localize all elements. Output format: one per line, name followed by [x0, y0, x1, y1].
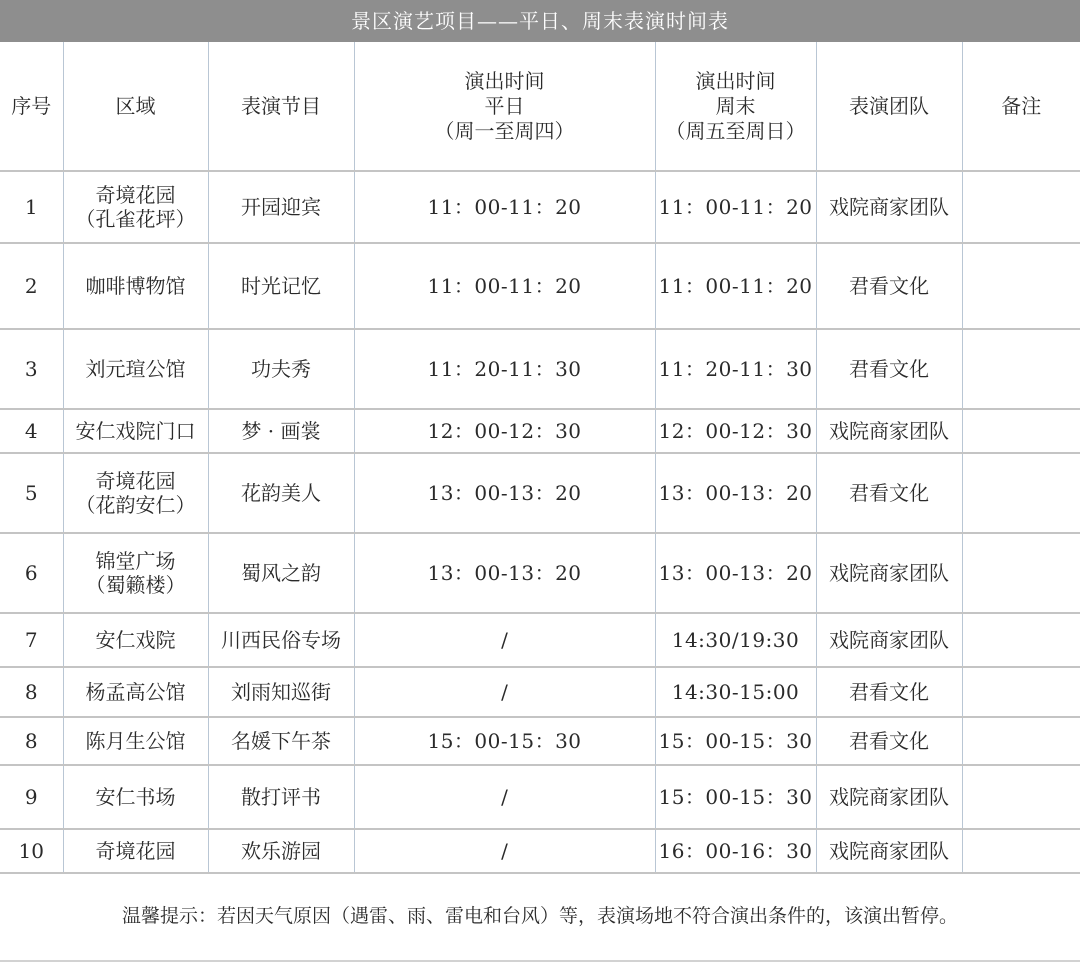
cell-area-line2: （蜀籁楼） [85, 573, 186, 597]
cell-program: 川西民俗专场 [208, 613, 354, 667]
table-row [0, 613, 1080, 667]
cell-weekend-time: 11：00-11：20 [655, 243, 816, 329]
cell-weekday-time: / [354, 613, 655, 667]
cell-team: 君看文化 [816, 717, 962, 765]
cell-index: 5 [0, 453, 63, 533]
header-weekend-line1: 演出时间 [695, 68, 776, 93]
table-row [0, 667, 1080, 717]
cell-note [962, 765, 1080, 829]
cell-area [63, 171, 208, 243]
cell-team: 戏院商家团队 [816, 409, 962, 453]
cell-weekday-time: / [354, 667, 655, 717]
cell-area: 刘元瑄公馆 [63, 329, 208, 409]
header-weekday-line1: 演出时间 [464, 68, 545, 93]
cell-area-line1: 奇境花园 [95, 183, 176, 207]
cell-area [63, 453, 208, 533]
cell-area-line1: 奇境花园 [95, 469, 176, 493]
cell-note [962, 717, 1080, 765]
cell-weekend-time: 11：20-11：30 [655, 329, 816, 409]
cell-weekday-time: 11：00-11：20 [354, 243, 655, 329]
cell-program: 开园迎宾 [208, 171, 354, 243]
cell-weekday-time: 11：00-11：20 [354, 171, 655, 243]
cell-index: 2 [0, 243, 63, 329]
cell-weekday-time: / [354, 765, 655, 829]
cell-weekend-time: 15：00-15：30 [655, 717, 816, 765]
cell-index: 8 [0, 717, 63, 765]
header-weekend-line3: （周五至周日） [665, 118, 806, 143]
cell-area: 杨孟高公馆 [63, 667, 208, 717]
cell-note [962, 613, 1080, 667]
cell-program: 梦 · 画裳 [208, 409, 354, 453]
table-row [0, 409, 1080, 453]
cell-team: 戏院商家团队 [816, 533, 962, 613]
cell-area-line2: （花韵安仁） [75, 493, 196, 517]
cell-program: 时光记忆 [208, 243, 354, 329]
cell-program: 欢乐游园 [208, 829, 354, 873]
header-weekend-time [655, 42, 816, 171]
warm-tip-notice: 温馨提示：若因天气原因（遇雷、雨、雷电和台风）等，表演场地不符合演出条件的，该演出暂停。 [121, 905, 958, 927]
cell-team: 戏院商家团队 [816, 829, 962, 873]
cell-weekend-time: 13：00-13：20 [655, 533, 816, 613]
cell-note [962, 667, 1080, 717]
cell-weekend-time: 13：00-13：20 [655, 453, 816, 533]
cell-program: 散打评书 [208, 765, 354, 829]
cell-weekday-time: 12：00-12：30 [354, 409, 655, 453]
cell-index: 10 [0, 829, 63, 873]
header-program: 表演节目 [208, 42, 354, 171]
cell-team: 君看文化 [816, 329, 962, 409]
table-row [0, 765, 1080, 829]
cell-area: 安仁戏院门口 [63, 409, 208, 453]
cell-weekday-time: 13：00-13：20 [354, 533, 655, 613]
header-weekday-line3: （周一至周四） [434, 118, 575, 143]
cell-index: 4 [0, 409, 63, 453]
cell-index: 7 [0, 613, 63, 667]
cell-area: 奇境花园 [63, 829, 208, 873]
cell-area [63, 533, 208, 613]
cell-team: 君看文化 [816, 667, 962, 717]
cell-note [962, 329, 1080, 409]
table-row [0, 171, 1080, 243]
cell-program: 花韵美人 [208, 453, 354, 533]
cell-note [962, 829, 1080, 873]
table-row [0, 533, 1080, 613]
cell-weekend-time: 12：00-12：30 [655, 409, 816, 453]
cell-index: 9 [0, 765, 63, 829]
cell-weekend-time: 11：00-11：20 [655, 171, 816, 243]
cell-note [962, 171, 1080, 243]
cell-area: 安仁戏院 [63, 613, 208, 667]
cell-team: 戏院商家团队 [816, 171, 962, 243]
cell-team: 戏院商家团队 [816, 765, 962, 829]
table-row [0, 717, 1080, 765]
cell-index: 3 [0, 329, 63, 409]
cell-program: 功夫秀 [208, 329, 354, 409]
cell-program: 名媛下午茶 [208, 717, 354, 765]
cell-weekend-time: 14:30-15:00 [655, 667, 816, 717]
table-row [0, 243, 1080, 329]
header-weekend-line2: 周末 [715, 93, 756, 118]
header-area: 区域 [63, 42, 208, 171]
table-row [0, 453, 1080, 533]
header-note: 备注 [962, 42, 1080, 171]
page-title: 景区演艺项目——平日、周末表演时间表 [0, 0, 1080, 42]
cell-weekday-time: 11：20-11：30 [354, 329, 655, 409]
cell-note [962, 243, 1080, 329]
cell-team: 君看文化 [816, 243, 962, 329]
schedule-table [0, 42, 1080, 874]
header-team: 表演团队 [816, 42, 962, 171]
cell-program: 刘雨知巡街 [208, 667, 354, 717]
header-weekday-time [354, 42, 655, 171]
cell-weekend-time: 16：00-16：30 [655, 829, 816, 873]
cell-weekday-time: 13：00-13：20 [354, 453, 655, 533]
table-row [0, 829, 1080, 873]
cell-weekend-time: 14:30/19:30 [655, 613, 816, 667]
cell-area: 陈月生公馆 [63, 717, 208, 765]
cell-area-line1: 锦堂广场 [95, 549, 176, 573]
header-index: 序号 [0, 42, 63, 171]
cell-note [962, 409, 1080, 453]
cell-area-line2: （孔雀花坪） [75, 207, 196, 231]
header-weekday-line2: 平日 [484, 93, 525, 118]
cell-area: 咖啡博物馆 [63, 243, 208, 329]
cell-index: 1 [0, 171, 63, 243]
cell-weekday-time: / [354, 829, 655, 873]
cell-team: 君看文化 [816, 453, 962, 533]
header-row [0, 42, 1080, 171]
bottom-divider [0, 960, 1080, 962]
cell-note [962, 453, 1080, 533]
cell-weekday-time: 15：00-15：30 [354, 717, 655, 765]
cell-index: 6 [0, 533, 63, 613]
cell-note [962, 533, 1080, 613]
table-row [0, 329, 1080, 409]
cell-index: 8 [0, 667, 63, 717]
cell-program: 蜀风之韵 [208, 533, 354, 613]
cell-weekend-time: 15：00-15：30 [655, 765, 816, 829]
cell-team: 戏院商家团队 [816, 613, 962, 667]
cell-area: 安仁书场 [63, 765, 208, 829]
